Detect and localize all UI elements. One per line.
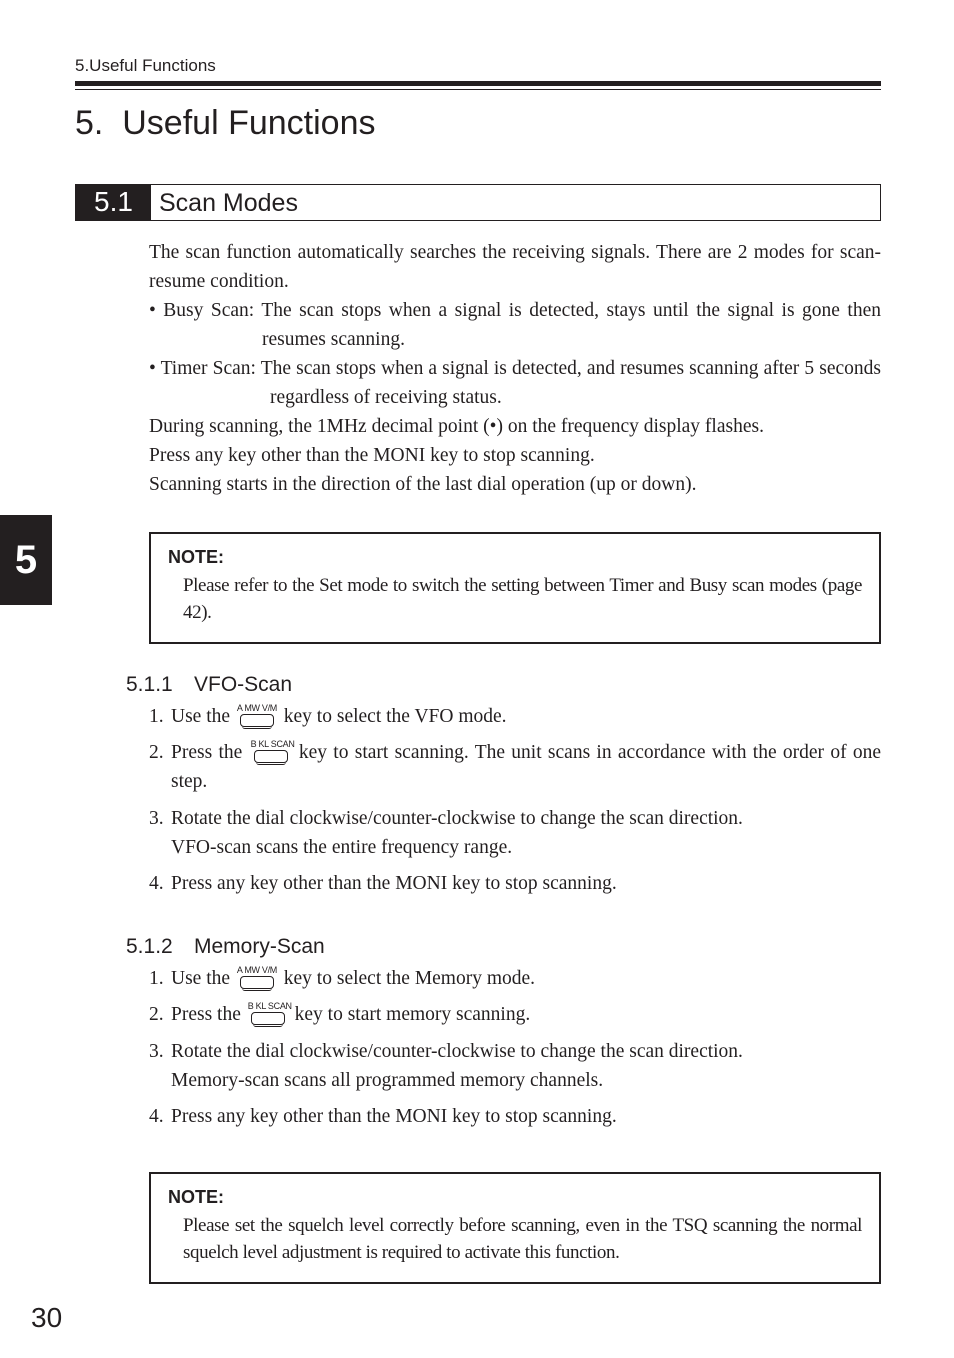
subsection-title: Memory-Scan <box>194 935 325 958</box>
step-item <box>149 1037 881 1095</box>
scan-key-icon <box>250 739 295 765</box>
step-text: key to select the Memory mode. <box>283 968 536 989</box>
step-text: key to start scanning. The unit scans in accordance with the order of one step. <box>171 742 881 792</box>
decimal-point-paragraph: During scanning, the 1MHz decimal point (•) on the frequency display flashes. <box>149 416 764 437</box>
step-text: Press the <box>171 742 243 763</box>
step-number: 2. <box>149 742 164 763</box>
section-number: 5.1 <box>76 185 151 220</box>
step-text: Rotate the dial clockwise/counter-clockwise to change the scan direction. <box>171 808 743 829</box>
subsection-title: VFO-Scan <box>194 673 293 696</box>
subsection-number: 5.1.2 <box>126 935 173 958</box>
scan-key-icon <box>247 1001 292 1027</box>
step-number: 3. <box>149 1041 164 1062</box>
step-item <box>149 964 881 993</box>
step-number: 1. <box>149 706 164 727</box>
subsection-heading-memory-scan <box>126 935 325 959</box>
step-text: Use the <box>171 706 231 727</box>
vm-key-icon <box>237 705 277 729</box>
step-item <box>149 702 881 731</box>
step-text: Press any key other than the MONI key to stop scanning. <box>171 1106 617 1127</box>
step-text: Use the <box>171 968 231 989</box>
note-box <box>149 1172 881 1284</box>
step-number: 3. <box>149 808 164 829</box>
page-number: 30 <box>31 1302 63 1333</box>
step-item <box>149 804 881 862</box>
key-label: A MW V/M <box>236 965 278 975</box>
section-title: Scan Modes <box>159 189 298 217</box>
step-item <box>149 1102 881 1131</box>
step-item <box>149 1000 881 1029</box>
step-text: key to select the VFO mode. <box>283 706 507 727</box>
step-text: Press any key other than the MONI key to stop scanning. <box>171 873 617 894</box>
step-text: Press the <box>171 1004 241 1025</box>
header-rule-thick <box>75 81 881 86</box>
section-heading <box>75 184 881 221</box>
step-text: Rotate the dial clockwise/counter-clockwise to change the scan direction. <box>171 1041 743 1062</box>
note-box <box>149 532 881 644</box>
step-item <box>149 738 881 796</box>
subsection-heading-vfo-scan <box>126 673 292 697</box>
chapter-side-tab: 5 <box>0 515 52 605</box>
running-head: 5.Useful Functions <box>75 56 216 75</box>
step-number: 2. <box>149 1004 164 1025</box>
stop-scan-paragraph: Press any key other than the MONI key to stop scanning. <box>149 445 595 466</box>
note-text: Please set the squelch level correctly before scanning, even in the TSQ scanning the normal squelch level adjustment is required to activate this function. <box>183 1215 862 1263</box>
key-label: A MW V/M <box>236 703 278 713</box>
step-number: 4. <box>149 873 164 894</box>
busy-scan-item: • Busy Scan: The scan stops when a signal is detected, stays until the signal is gone then resumes scanning. <box>149 300 881 350</box>
step-number: 4. <box>149 1106 164 1127</box>
timer-scan-item: • Timer Scan: The scan stops when a signal is detected, and resumes scanning after 5 seconds regardless of receiving status. <box>149 358 881 408</box>
vm-key-icon <box>237 967 277 991</box>
note-label: NOTE: <box>168 1187 224 1207</box>
scan-direction-paragraph: Scanning starts in the direction of the last dial operation (up or down). <box>149 474 697 495</box>
note-label: NOTE: <box>168 547 224 567</box>
intro-paragraph: The scan function automatically searches the receiving signals. There are 2 modes for scan-resume condition. <box>149 242 881 292</box>
step-number: 1. <box>149 968 164 989</box>
key-label: B KL SCAN <box>250 739 295 749</box>
chapter-title: 5. Useful Functions <box>75 104 376 142</box>
step-text: VFO-scan scans the entire frequency range. <box>171 837 513 858</box>
step-text: key to start memory scanning. <box>294 1004 531 1025</box>
step-item <box>149 869 881 898</box>
note-text: Please refer to the Set mode to switch the setting between Timer and Busy scan modes (page 42). <box>183 575 862 623</box>
step-text: Memory-scan scans all programmed memory channels. <box>171 1070 604 1091</box>
subsection-number: 5.1.1 <box>126 673 173 696</box>
header-rule-thin <box>75 89 881 90</box>
key-label: B KL SCAN <box>247 1001 292 1011</box>
